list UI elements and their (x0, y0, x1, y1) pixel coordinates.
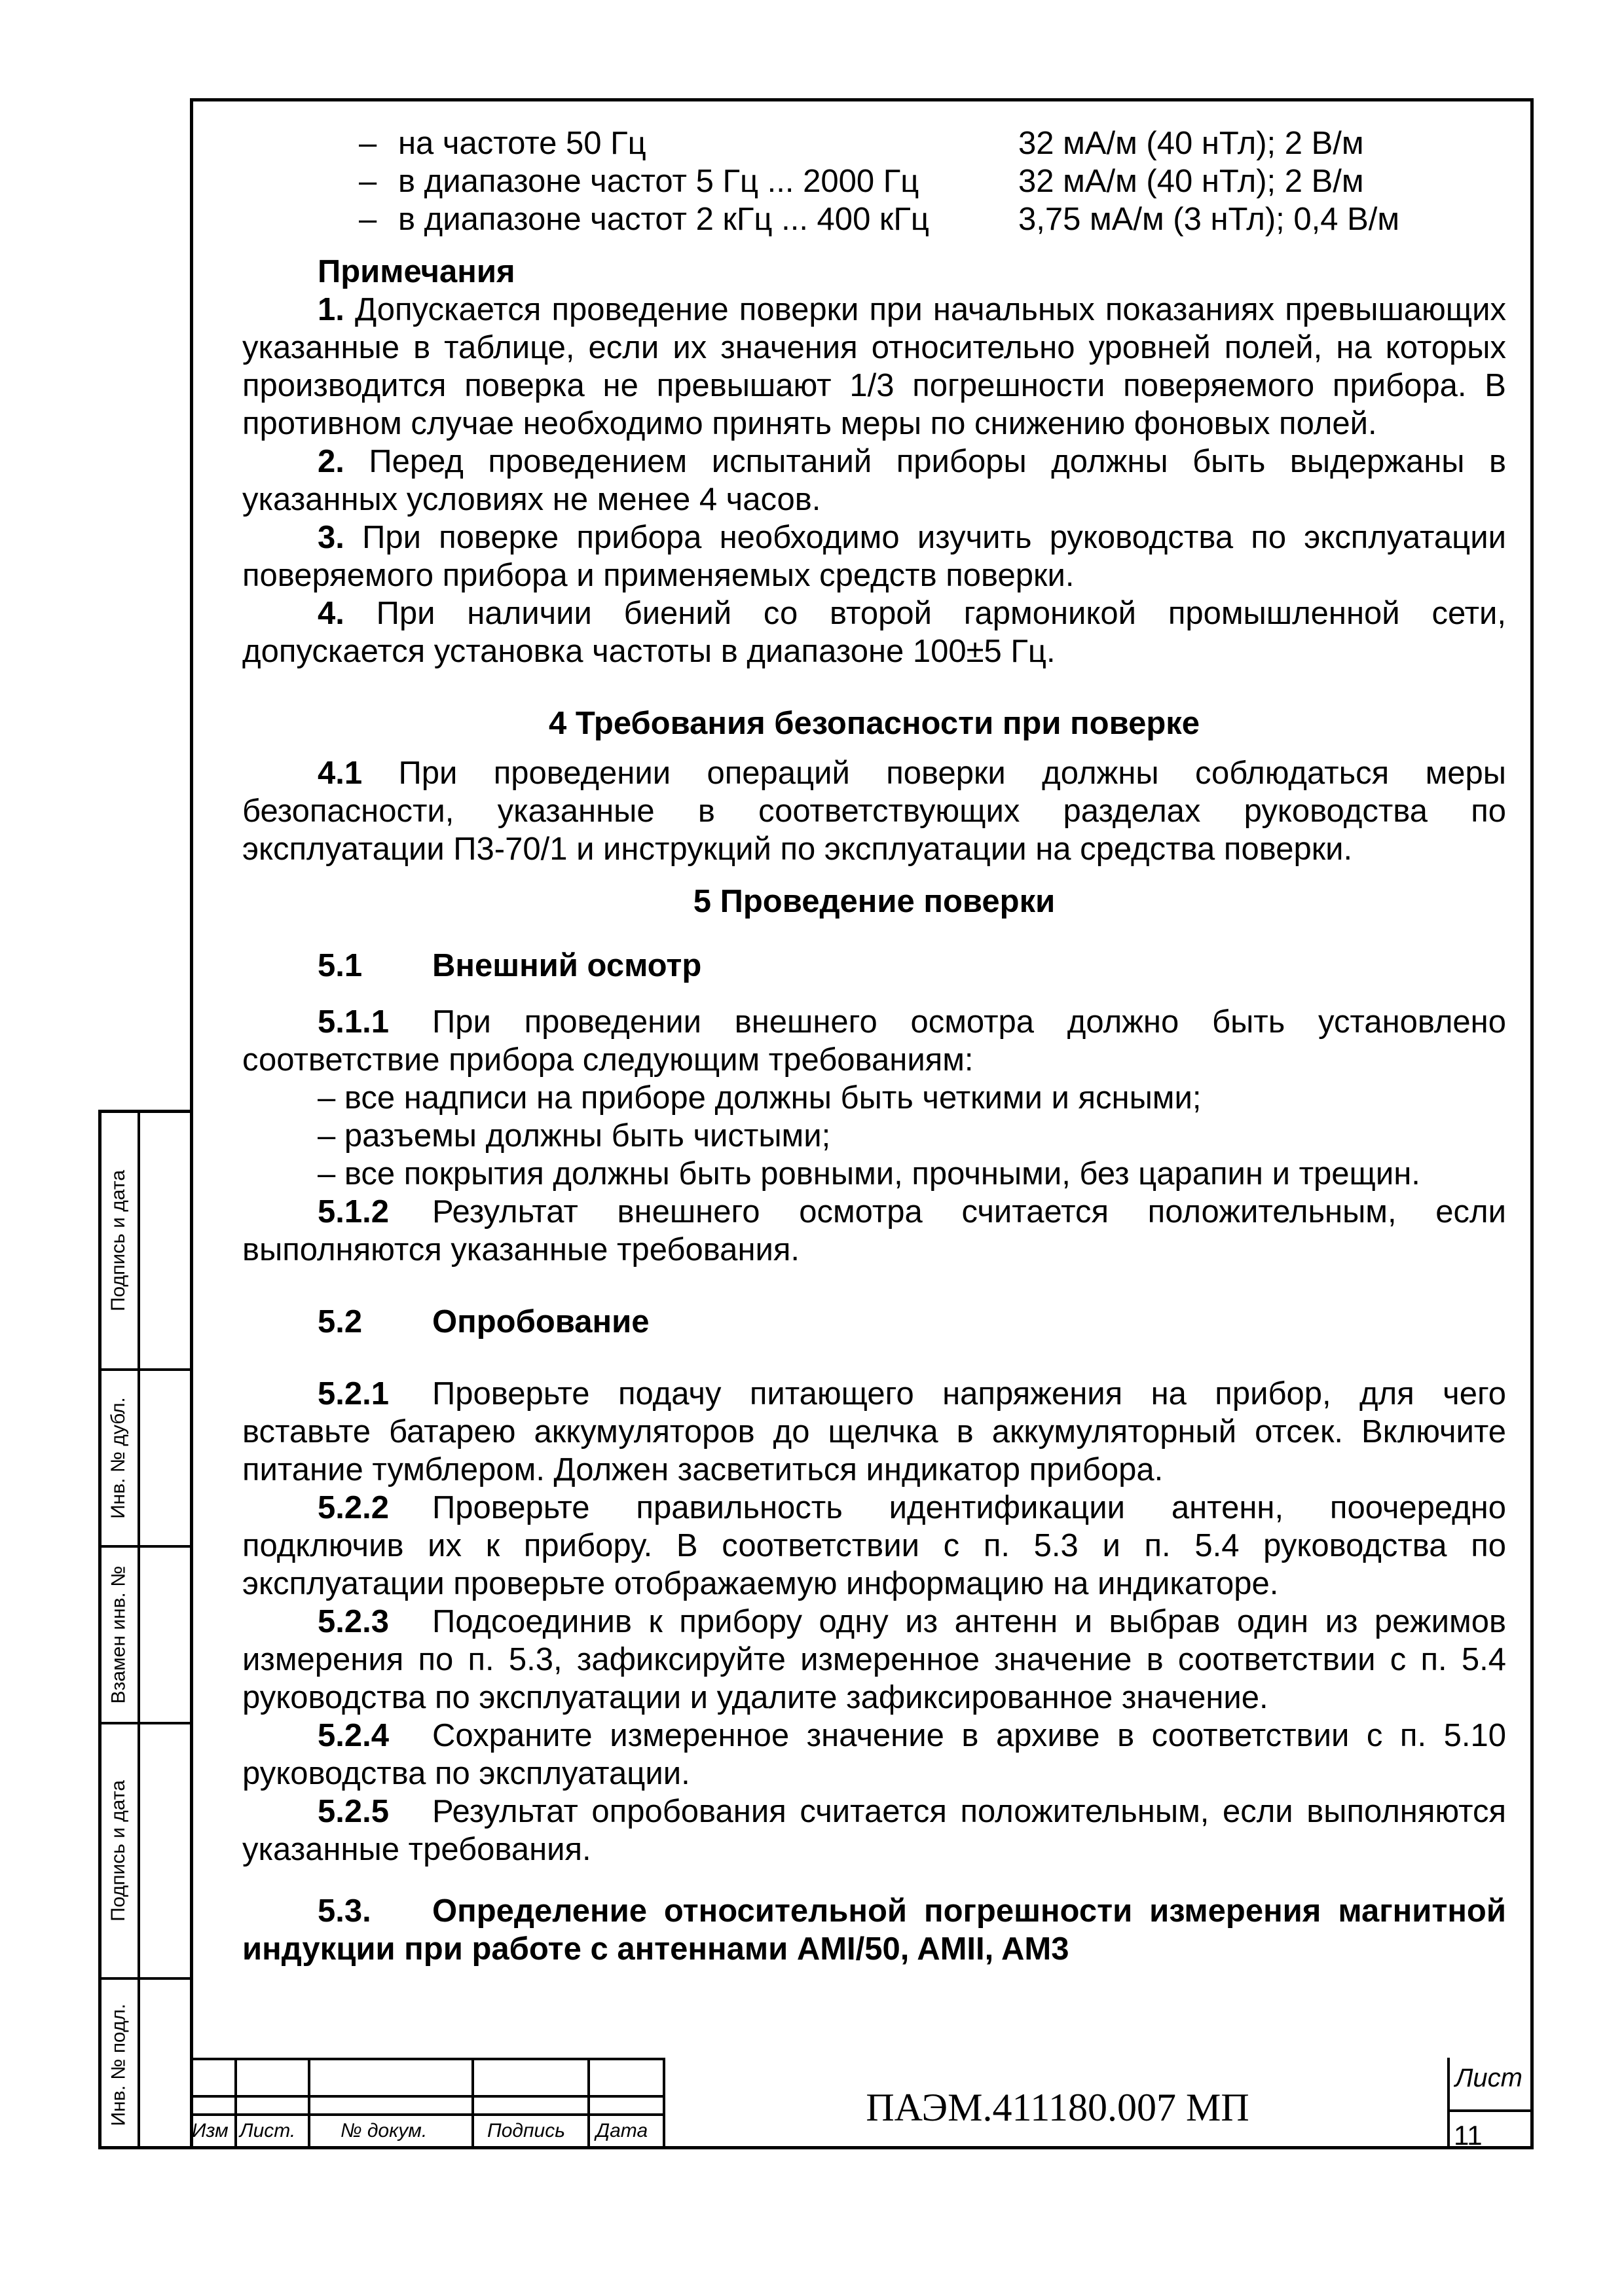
side-label-dup-inv: Инв. № дубл. (107, 1397, 129, 1519)
side-label-signature-date-2: Подпись и дата (107, 1780, 129, 1922)
title-block-col (663, 2058, 665, 2149)
title-block-col (308, 2058, 310, 2149)
note-3: 3. При поверке прибора необходимо изучить руководства по эксплуатации поверяемого прибора и применяемых средств поверки. (242, 520, 1506, 593)
title-block-line (190, 2058, 665, 2060)
col-label-date: Дата (596, 2120, 648, 2141)
col-label-sheet: Лист. (240, 2120, 296, 2141)
paragraph-5-2-2: 5.2.2 Проверьте правильность идентификации антенн, поочередно подключив их к прибору. В соответствии с п. 5.3 и п. 5.4 руководства по эксплуатации проверьте отображаемую информацию на индикаторе. (242, 1490, 1506, 1601)
side-label-orig-inv: Инв. № подл. (107, 2003, 129, 2126)
section-5-title: 5 Проведение поверки (693, 884, 1056, 919)
list-item: – все покрытия должны быть ровными, прочными, без царапин и трещин. (318, 1156, 1420, 1192)
title-block-col (1447, 2058, 1450, 2149)
list-item: – в диапазоне частот 2 кГц ... 400 кГц 3,75 мА/м (3 нТл); 0,4 В/м (359, 202, 1400, 237)
col-label-doc-no: № докум. (341, 2120, 428, 2141)
document-body (242, 124, 1506, 1968)
sheet-number: 11 (1454, 2120, 1483, 2151)
sheet-label: Лист (1455, 2064, 1522, 2092)
section-4-title: 4 Требования безопасности при поверке (548, 706, 1200, 741)
title-block-line (1447, 2109, 1534, 2112)
title-block-col (234, 2058, 237, 2149)
document-number: ПАЭМ.411180.007 МП (866, 2086, 1249, 2129)
subsection-5-2-heading: 5.2 Опробование (318, 1304, 650, 1339)
note-4: 4. При наличии биений со второй гармоникой промышленной сети, допускается установка частоты в диапазоне 100±5 Гц. (242, 596, 1506, 669)
paragraph-5-2-4: 5.2.4 Сохраните измеренное значение в архиве в соответствии с п. 5.10 руководства по эксплуатации. (242, 1718, 1506, 1791)
subsection-5-3-heading: 5.3. Определение относительной погрешности измерения магнитной индукции при работе с антеннами AMI/50, AMII, AM3 (242, 1893, 1506, 1967)
paragraph-4-1: 4.1 При проведении операций поверки должны соблюдаться меры безопасности, указанные в соответствующих разделах руководства по эксплуатации П3-70/1 и инструкций по эксплуатации на средства поверки. (242, 756, 1506, 867)
subsection-5-1-heading: 5.1 Внешний осмотр (318, 948, 702, 983)
title-block-col (471, 2058, 474, 2149)
paragraph-5-2-3: 5.2.3 Подсоединив к прибору одну из антенн и выбрав один из режимов измерения по п. 5.3, зафиксируйте измеренное значение в соответствии с п. 5.4 руководства по эксплуатации и удалите зафиксированное значение. (242, 1604, 1506, 1715)
list-item: – все надписи на приборе должны быть четкими и ясными; (318, 1080, 1202, 1116)
paragraph-5-1-2: 5.1.2 Результат внешнего осмотра считается положительным, если выполняются указанные требования. (242, 1194, 1506, 1267)
paragraph-5-2-5: 5.2.5 Результат опробования считается положительным, если выполняются указанные требования. (242, 1794, 1506, 1867)
title-block-line (190, 2095, 665, 2098)
title-block-col (587, 2058, 590, 2149)
paragraph-5-2-1: 5.2.1 Проверьте подачу питающего напряжения на прибор, для чего вставьте батарею аккумуляторов до щелчка в аккумуляторный отсек. Включите питание тумблером. Должен засветиться индикатор прибора. (242, 1376, 1506, 1487)
side-label-replacement-inv: Взамен инв. № (107, 1565, 129, 1704)
title-block-line (190, 2113, 665, 2116)
side-label-signature-date: Подпись и дата (107, 1170, 129, 1311)
top-list (242, 124, 1506, 238)
list-item: – на частоте 50 Гц 32 мА/м (40 нТл); 2 В/м (359, 126, 1364, 161)
note-1: 1. Допускается проведение поверки при начальных показаниях превышающих указанные в таблице, если их значения относительно уровней полей, на которых производится поверка не превышают 1/3 погрешности поверяемого прибора. В противном случае необходимо принять меры по снижению фоновых полей. (242, 292, 1506, 441)
col-label-signature: Подпись (487, 2120, 565, 2141)
list-item: – в диапазоне частот 5 Гц ... 2000 Гц 32 мА/м (40 нТл); 2 В/м (359, 164, 1364, 199)
list-item: – разъемы должны быть чистыми; (318, 1118, 831, 1154)
notes-title: Примечания (318, 254, 515, 289)
col-label-change: Изм (192, 2120, 229, 2141)
paragraph-5-1-1: 5.1.1 При проведении внешнего осмотра должно быть установлено соответствие прибора следующим требованиям: (242, 1004, 1506, 1078)
note-2: 2. Перед проведением испытаний приборы должны быть выдержаны в указанных условиях не менее 4 часов. (242, 444, 1506, 517)
